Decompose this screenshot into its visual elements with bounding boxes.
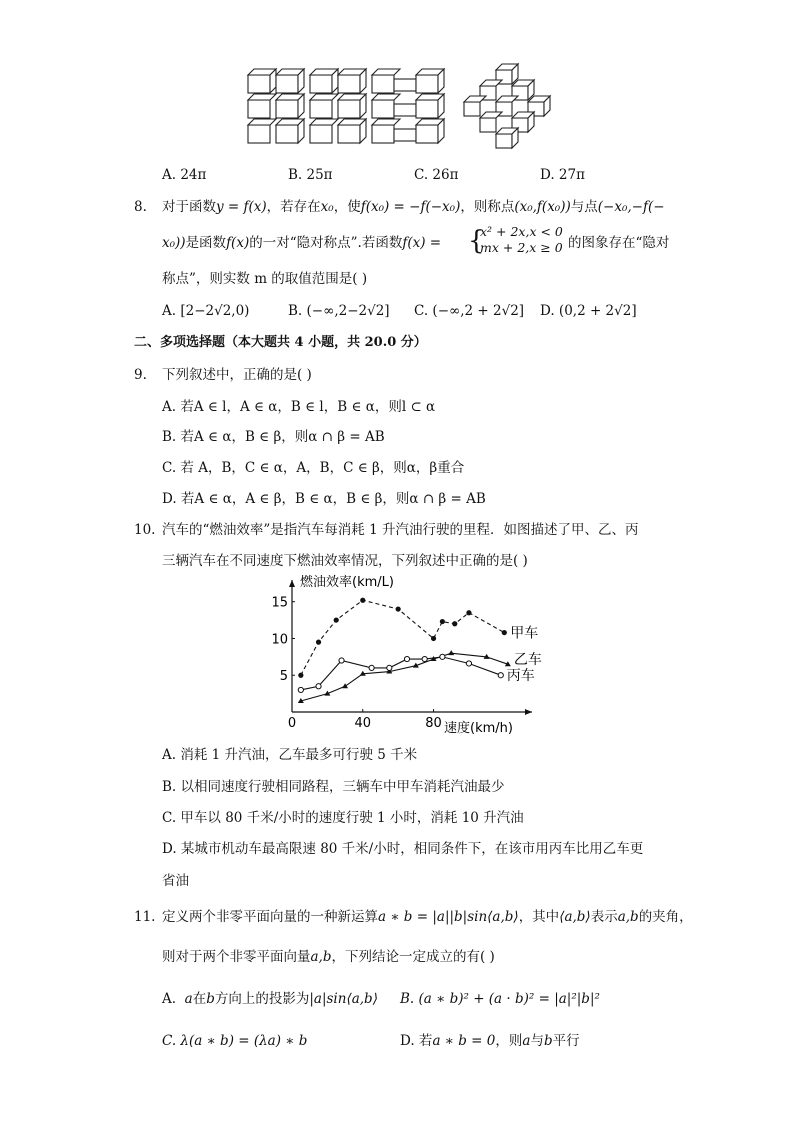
q11-text: 的夹角， (638, 909, 693, 925)
data-point (404, 656, 409, 661)
q11-line1 (162, 908, 693, 926)
data-point (466, 610, 471, 615)
view-left (248, 69, 304, 143)
q10-option-b: B. 以相同速度行驶相同路程，三辆车中甲车消耗汽油最少 (162, 779, 505, 795)
q9-option-c: C. 若 A，B，C ∈ α，A，B，C ∈ β，则α，β重合 (162, 460, 465, 476)
q10-option-c: C. 甲车以 80 千米/小时的速度行驶 1 小时，消耗 10 升汽油 (162, 810, 524, 826)
q10-line2: 三辆汽车在不同速度下燃油效率情况，下列叙述中正确的是( ) (162, 553, 528, 569)
q11-text: 平行 (552, 1033, 580, 1049)
q11-text: ，其中 (518, 909, 560, 925)
q11-text: A. (162, 991, 177, 1007)
q11-math: b (543, 1033, 553, 1049)
chart-axes (271, 580, 532, 731)
q8-math: f(x₀) = −f(−x₀) (360, 199, 461, 215)
q8-math: f(x) (226, 235, 250, 251)
y-tick-label: 5 (279, 669, 288, 685)
q9-stem: 下列叙述中，正确的是( ) (162, 367, 312, 383)
q10-option-a: A. 消耗 1 升汽油，乙车最多可行驶 5 千米 (162, 747, 418, 763)
q8-text: ，若存在 (266, 199, 321, 215)
data-point (298, 687, 303, 692)
q11-text: 与 (530, 1033, 544, 1049)
data-point (396, 606, 401, 611)
q11-math: a,b (310, 949, 332, 965)
x-tick-label: 80 (425, 716, 442, 731)
data-point (440, 619, 445, 624)
q11-option-c: C. λ(a ∗ b) = (λa) ∗ b (162, 1033, 308, 1049)
q11-math: a,b (617, 909, 639, 925)
section-heading: 二、多项选择题（本大题共 4 小题，共 20.0 分） (134, 335, 427, 350)
q9-number: 9. (134, 367, 147, 383)
q8-math: x₀)) (162, 235, 186, 251)
data-point (431, 636, 436, 641)
q9-option-b: B. 若A ∈ α，B ∈ β，则α ∩ β = AB (162, 429, 385, 445)
q11-option-b: B. (a ∗ b)² + (a · b)² = |a|²|b|² (400, 991, 600, 1007)
q7-option-b: B. 25π (288, 167, 333, 183)
q11-text: 方向上的投影为 (214, 991, 310, 1007)
q11-math: ⟨a,b⟩ (559, 909, 591, 925)
x-tick-label: 40 (354, 716, 372, 731)
data-point (334, 617, 339, 622)
q11-math: a (522, 1033, 531, 1049)
q8-line2 (162, 234, 441, 252)
data-point (422, 656, 427, 661)
q11-math: a ∗ b = 0 (432, 1033, 496, 1049)
q9-option-a: A. 若A ∈ l，A ∈ α，B ∈ l，B ∈ α，则l ⊂ α (162, 399, 436, 415)
x-axis-arrow (525, 709, 532, 715)
q11-number: 11. (134, 909, 156, 925)
q7-option-c: C. 26π (414, 167, 459, 183)
q11-text: 定义两个非零平面向量的一种新运算 (162, 909, 378, 925)
data-point (466, 661, 471, 666)
q8-math: f(x) = (402, 235, 442, 251)
data-point (369, 665, 374, 670)
q8-text: 对于函数 (162, 199, 216, 215)
q8-piecewise-brace: { (468, 226, 485, 256)
view-3d (464, 64, 550, 148)
data-point (298, 673, 303, 678)
q8-option-c: C. (−∞,2 + 2√2] (414, 303, 525, 319)
data-point (387, 665, 392, 670)
q8-math: (x₀,f(x₀)) (514, 199, 571, 215)
q10-option-d-continued: 省油 (162, 873, 189, 889)
y-tick-label: 10 (271, 632, 288, 648)
q10-number: 10. (134, 522, 156, 538)
q11-text: D. 若 (400, 1033, 433, 1049)
q11-text: ，则 (495, 1033, 523, 1049)
chart-series (298, 598, 542, 703)
data-point (498, 673, 503, 678)
data-point (316, 684, 321, 689)
data-point (360, 598, 365, 603)
q8-option-b: B. (−∞,2−2√2] (288, 303, 390, 319)
q8-case-1: x² + 2x,x < 0 (480, 224, 563, 239)
legend-label: 丙车 (506, 668, 535, 685)
data-point (502, 630, 507, 635)
data-point (339, 658, 344, 663)
chart-y-axis-label: 燃油效率(km/L) (300, 575, 394, 590)
q11-math: |a|sin⟨a,b⟩ (309, 991, 378, 1007)
chart-svg (264, 572, 542, 742)
q8-case-2: mx + 2,x ≥ 0 (480, 240, 563, 255)
y-tick-label: 15 (271, 595, 288, 611)
x-tick-label: 0 (287, 716, 297, 731)
q11-text: 表示 (590, 909, 618, 925)
legend-label: 甲车 (510, 625, 539, 642)
q11-line2 (162, 948, 495, 966)
q11-text: 则对于两个非零平面向量 (162, 949, 311, 965)
legend-label: 乙车 (513, 652, 542, 669)
data-point (316, 640, 321, 645)
q8-math: y = f(x) (216, 199, 267, 215)
q11-math: a (184, 991, 193, 1007)
q10-option-d: D. 某城市机动车最高限速 80 千米/小时，相同条件下，在该市用丙车比用乙车更 (162, 841, 644, 857)
series-line-1 (301, 600, 505, 675)
q8-text: ，使 (333, 199, 361, 215)
q8-math: x₀ (320, 199, 334, 215)
q8-text: 与点 (570, 199, 598, 215)
q7-option-a: A. 24π (162, 167, 207, 183)
view-middle (310, 69, 366, 143)
q7-option-d: D. 27π (540, 167, 585, 183)
q9-option-d: D. 若A ∈ α，A ∈ β，B ∈ α，B ∈ β，则α ∩ β = AB (162, 491, 486, 507)
data-point (342, 683, 348, 688)
q10-line1: 汽车的“燃油效率”是指汽车每消耗 1 升汽油行驶的里程．如图描述了甲、乙、丙 (162, 522, 639, 538)
q11-math: b (206, 991, 215, 1007)
q8-line2-tail: 的图象存在“隐对 (568, 235, 670, 251)
data-point (452, 621, 457, 626)
q8-text: 的一对“隐对称点”.若函数 (249, 235, 403, 251)
fuel-efficiency-chart (264, 572, 542, 742)
q8-text: ，则称点 (460, 199, 515, 215)
q11-text: ，下列结论一定成立的有( ) (331, 949, 495, 965)
data-point (448, 650, 454, 655)
q8-math: (−x₀,−f(− (597, 199, 665, 215)
q8-text: 是函数 (185, 235, 227, 251)
q8-option-d: D. (0,2 + 2√2] (540, 303, 637, 319)
q8-line1 (162, 198, 665, 216)
q11-option-a (162, 990, 378, 1008)
cube-figure-svg (240, 60, 560, 160)
q8-number: 8. (134, 199, 147, 215)
data-point (440, 654, 445, 659)
q8-line3: 称点”，则实数 m 的取值范围是( ) (162, 271, 368, 287)
view-right (372, 69, 444, 143)
y-axis-arrow (289, 580, 295, 587)
cube-figure (240, 60, 560, 160)
q8-option-a: A. [2−2√2,0) (162, 303, 250, 319)
q11-option-d (400, 1032, 580, 1050)
q11-text: 在 (192, 991, 207, 1007)
q11-math: a ∗ b = |a||b|sin⟨a,b⟩ (378, 909, 519, 925)
chart-x-axis-label: 速度(km/h) (444, 721, 513, 736)
